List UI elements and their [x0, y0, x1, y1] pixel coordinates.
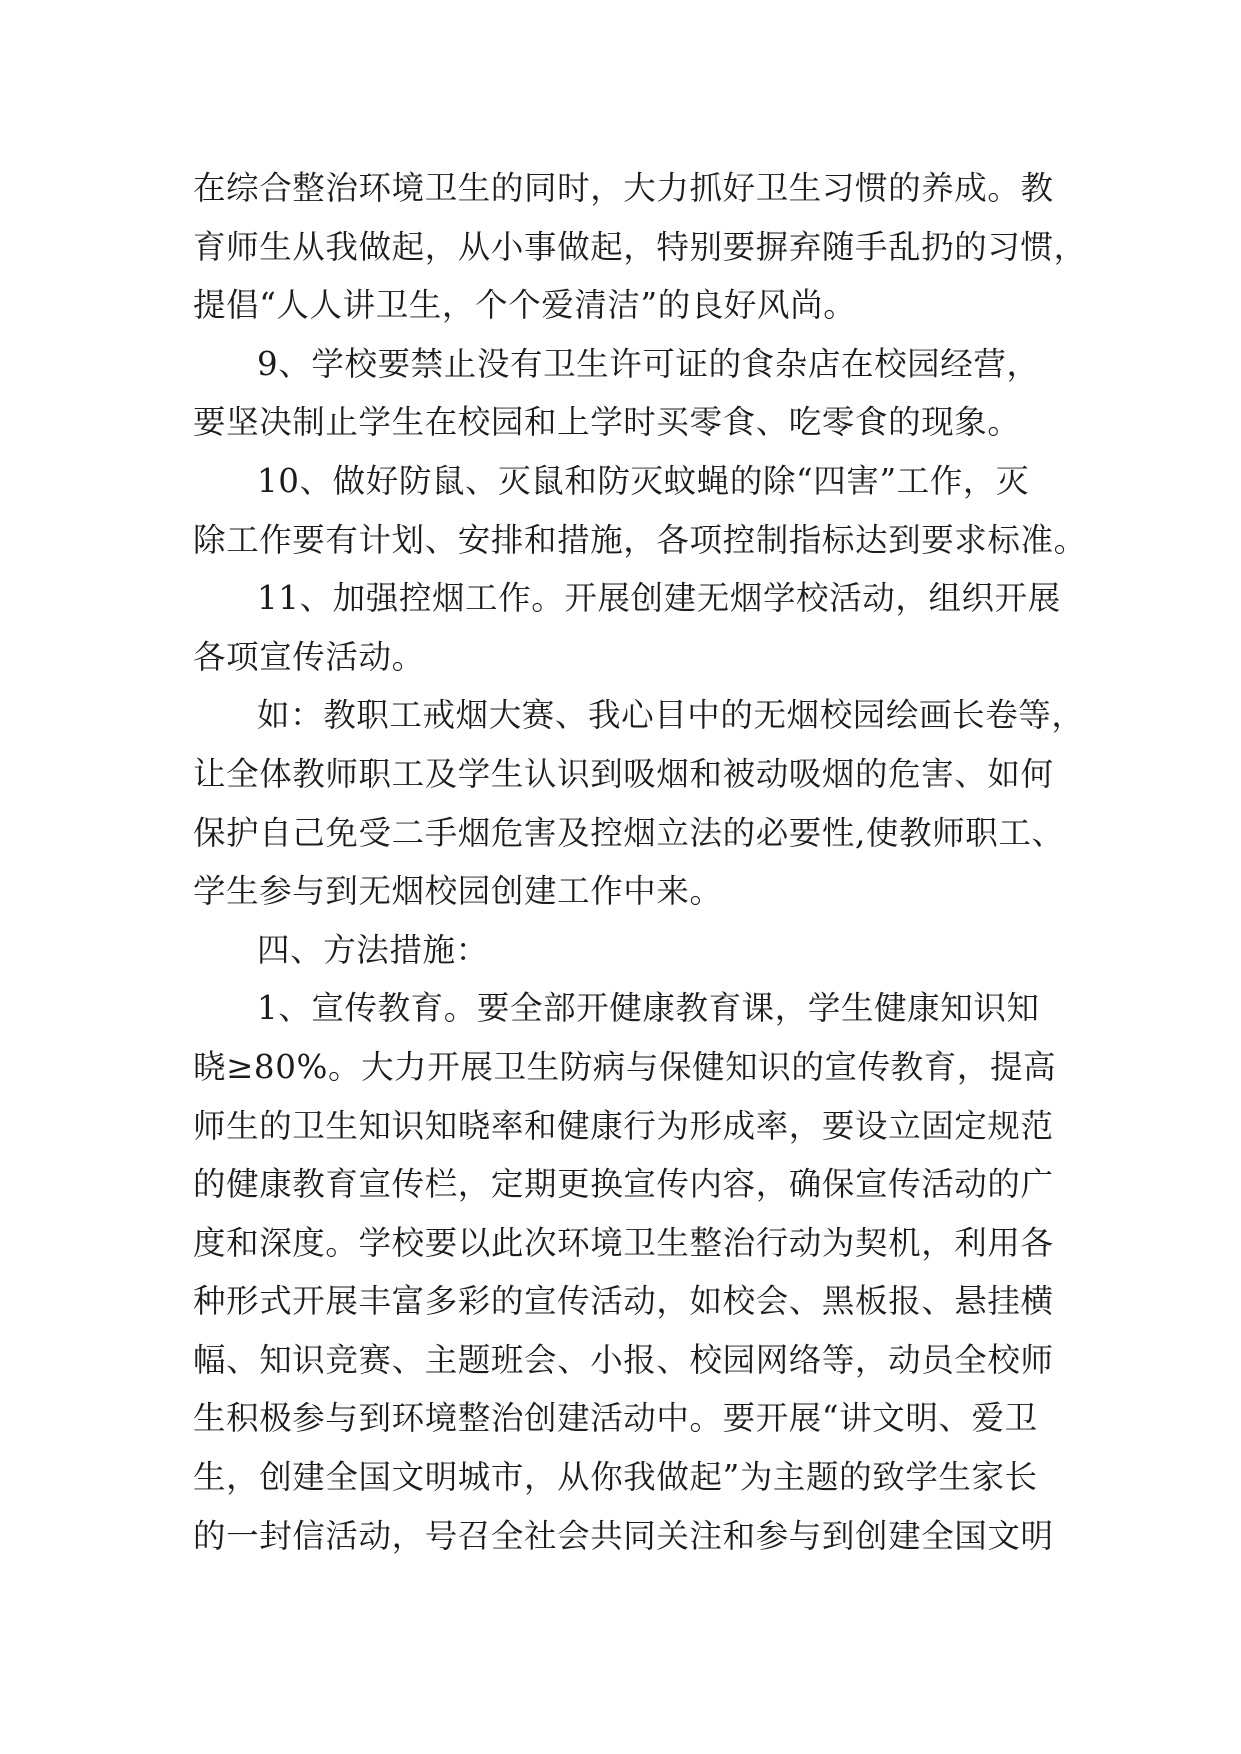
- text-line: 1、宣传教育。要全部开健康教育课，学生健康知识知: [257, 989, 1040, 1028]
- text-line: 让全体教师职工及学生认识到吸烟和被动吸烟的危害、如何: [193, 754, 1054, 793]
- text-line: 师生的卫生知识知晓率和健康行为形成率，要设立固定规范: [193, 1106, 1054, 1145]
- text-line: 的健康教育宣传栏，定期更换宣传内容，确保宣传活动的广: [193, 1165, 1054, 1204]
- text-line: 保护自己免受二手烟危害及控烟立法的必要性,使教师职工、: [193, 813, 1065, 852]
- text-line: 幅、知识竞赛、主题班会、小报、校园网络等，动员全校师: [193, 1340, 1054, 1379]
- text-line: 10、做好防鼠、灭鼠和防灭蚊蝇的除“四害”工作，灭: [257, 461, 1030, 500]
- text-line: 9、学校要禁止没有卫生许可证的食杂店在校园经营，: [257, 344, 1040, 383]
- text-line: 晓≥80%。大力开展卫生防病与保健知识的宣传教育，提高: [193, 1047, 1057, 1086]
- text-line: 学生参与到无烟校园创建工作中来。: [193, 872, 723, 911]
- section-heading: 四、方法措施：: [257, 930, 489, 969]
- text-line: 育师生从我做起，从小事做起，特别要摒弃随手乱扔的习惯，: [193, 227, 1087, 266]
- text-line: 如：教职工戒烟大赛、我心目中的无烟校园绘画长卷等，: [257, 696, 1085, 735]
- body-text: [193, 159, 1087, 1565]
- text-line: 各项宣传活动。: [193, 637, 425, 676]
- text-line: 在综合整治环境卫生的同时，大力抓好卫生习惯的养成。教: [193, 169, 1054, 207]
- text-line: 的一封信活动，号召全社会共同关注和参与到创建全国文明: [193, 1516, 1054, 1555]
- text-line: 11、加强控烟工作。开展创建无烟学校活动，组织开展: [257, 579, 1061, 618]
- text-line: 要坚决制止学生在校园和上学时买零食、吃零食的现象。: [193, 403, 1021, 442]
- text-line: 生，创建全国文明城市，从你我做起”为主题的致学生家长: [193, 1458, 1038, 1497]
- text-line: 生积极参与到环境整治创建活动中。要开展“讲文明、爱卫: [193, 1399, 1038, 1438]
- text-line: 除工作要有计划、安排和措施，各项控制指标达到要求标准。: [193, 520, 1087, 559]
- text-line: 度和深度。学校要以此次环境卫生整治行动为契机，利用各: [193, 1223, 1054, 1262]
- text-line: 提倡“人人讲卫生，个个爱清洁”的良好风尚。: [193, 286, 857, 325]
- text-line: 种形式开展丰富多彩的宣传活动，如校会、黑板报、悬挂横: [193, 1282, 1054, 1321]
